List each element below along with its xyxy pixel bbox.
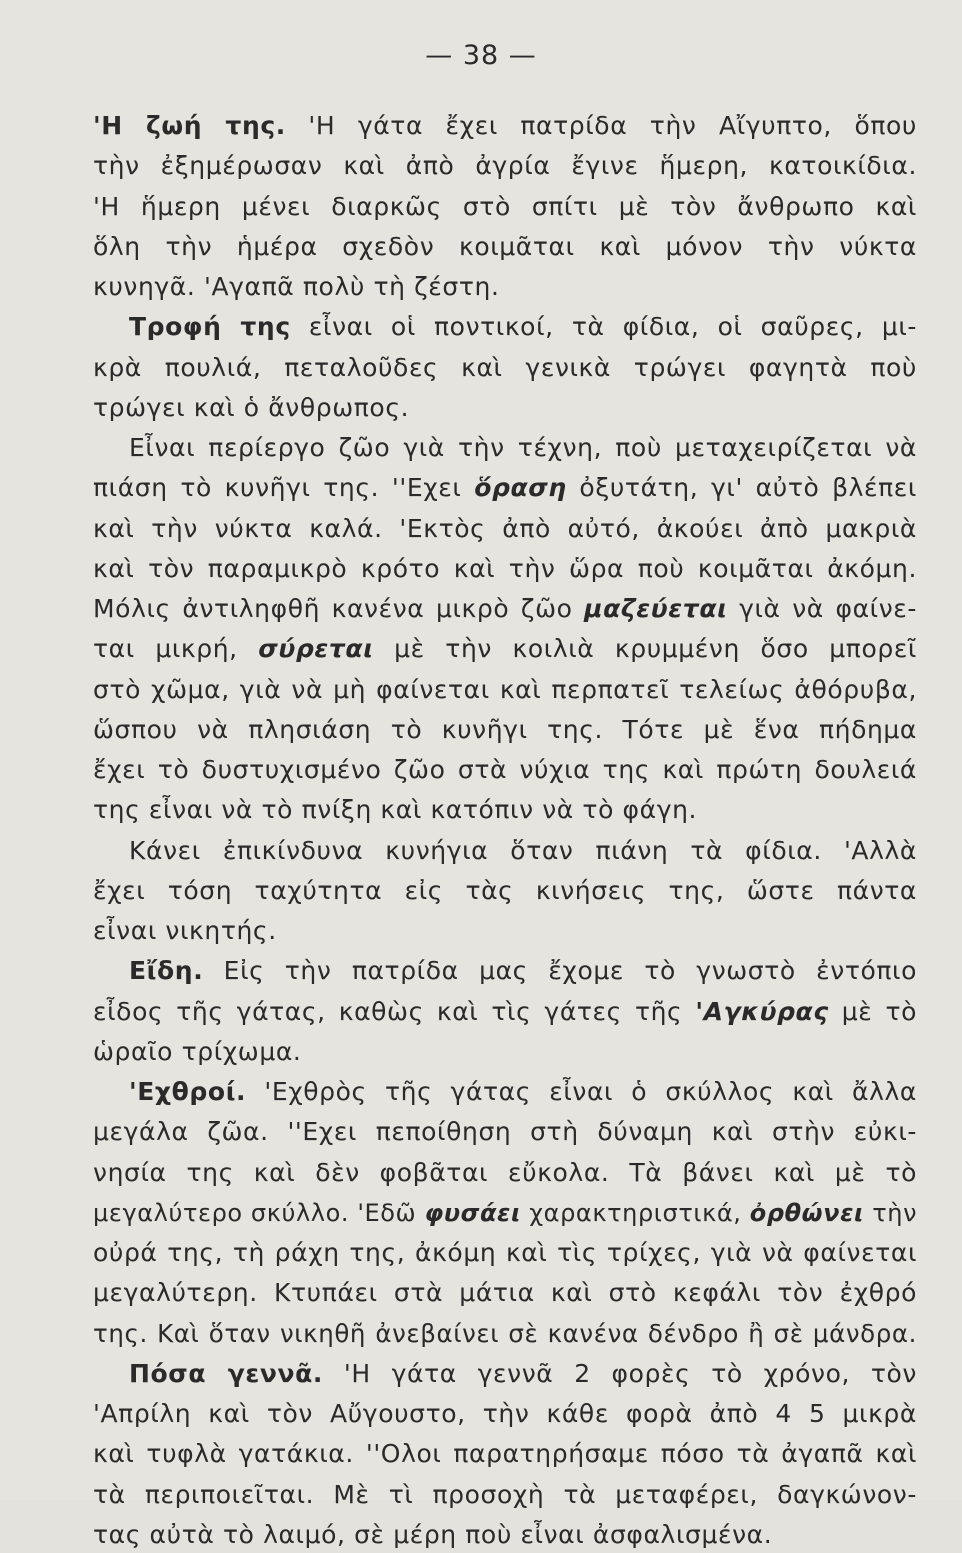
text-line bbox=[93, 1436, 917, 1472]
text-segment: της. Καὶ ὅταν νικηθῆ ἀνεβαίνει σὲ κανένα δένδρο ἢ σὲ μάνδρα. bbox=[93, 1318, 917, 1348]
text-segment: Εἶναι περίεργο ζῶο γιὰ τὴν τέχνη, ποὺ μεταχειρίζεται νὰ bbox=[129, 433, 917, 462]
text-line bbox=[93, 1396, 917, 1432]
text-segment: νησία της καὶ δὲν φοβᾶται εὔκολα. Τὰ βάνει καὶ μὲ τὸ bbox=[93, 1157, 917, 1187]
text-segment: 'Εχθρὸς τῆς γάτας εἶναι ὁ σκύλλος καὶ ἄλλα bbox=[246, 1077, 917, 1106]
section-heading: Πόσα γεννᾶ. bbox=[129, 1358, 324, 1388]
text-line bbox=[93, 792, 697, 828]
text-line bbox=[93, 470, 917, 506]
text-line bbox=[93, 1034, 301, 1070]
text-line bbox=[93, 269, 500, 305]
text-line bbox=[93, 551, 917, 587]
text-segment: μὲ τὸ bbox=[828, 996, 917, 1026]
text-segment: μεγάλα ζῶα. ''Εχει πεποίθηση στὴ δύναμη καὶ στὴν εὐκι- bbox=[93, 1117, 917, 1147]
page-number: — 38 — bbox=[425, 40, 537, 71]
text-segment: τὴν ἐξημέρωσαν καὶ ἀπὸ ἀγρία ἔγινε ἥμερη, κατοικίδια. bbox=[93, 151, 917, 181]
text-segment: τας αὐτὰ τὸ λαιμό, σὲ μέρη ποὺ εἶναι ἀσφαλισμένα. bbox=[93, 1519, 773, 1549]
text-line bbox=[93, 631, 917, 667]
text-line bbox=[93, 1477, 917, 1513]
text-line bbox=[129, 1356, 917, 1392]
text-line bbox=[93, 1517, 772, 1553]
text-segment: ὅλη τὴν ἡμέρα σχεδὸν κοιμᾶται καὶ μόνον τὴν νύκτα bbox=[93, 231, 917, 261]
text-segment: καὶ τὸν παραμικρὸ κρότο καὶ τὴν ὥρα ποὺ κοιμᾶται ἀκόμη. bbox=[93, 553, 917, 583]
text-line bbox=[93, 511, 917, 547]
text-segment: εἶναι οἱ ποντικοί, τὰ φίδια, οἱ σαῦρες, μι- bbox=[290, 312, 918, 342]
text-segment: τὴν bbox=[864, 1198, 918, 1227]
text-line bbox=[93, 672, 917, 708]
text-line bbox=[93, 1275, 917, 1311]
section-heading: 'Εχθροί. bbox=[129, 1077, 247, 1106]
text-segment: πιάση τὸ κυνῆγι της. ''Εχει bbox=[93, 473, 475, 503]
text-line bbox=[93, 752, 917, 788]
text-line bbox=[93, 229, 917, 265]
text-segment: γιὰ νὰ φαίνε- bbox=[727, 594, 918, 623]
text-line bbox=[93, 1155, 917, 1191]
text-segment: ὡραῖο τρίχωμα. bbox=[93, 1036, 302, 1066]
text-segment: χαρακτηριστικά, bbox=[520, 1198, 750, 1227]
text-segment: 'Η ἥμερη μένει διαρκῶς στὸ σπίτι μὲ τὸν ἄνθρωπο καὶ bbox=[93, 191, 917, 221]
emphasis-text: ὀρθώνει bbox=[749, 1198, 864, 1227]
text-segment: τὰ περιποιεῖται. Μὲ τὶ προσοχὴ τὰ μεταφέρει, δαγκώνον- bbox=[93, 1479, 917, 1509]
text-segment: εἶδος τῆς γάτας, καθὼς καὶ τὶς γάτες τῆς bbox=[93, 996, 696, 1026]
text-line bbox=[93, 1235, 917, 1271]
text-segment: της εἶναι νὰ τὸ πνίξη καὶ κατόπιν νὰ τὸ φάγη. bbox=[93, 795, 698, 825]
text-segment: 'Η γάτα ἔχει πατρίδα τὴν Αἴγυπτο, ὅπου bbox=[285, 111, 917, 140]
text-line bbox=[93, 1195, 917, 1231]
text-line bbox=[129, 953, 917, 989]
emphasis-text: μαζεύεται bbox=[584, 594, 728, 623]
text-segment: ἔχει τὸ δυστυχισμένο ζῶο στὰ νύχια της καὶ πρώτη δουλειά bbox=[93, 755, 917, 784]
text-segment: ὥσπου νὰ πλησιάση τὸ κυνῆγι της. Τότε μὲ ἕνα πήδημα bbox=[93, 714, 917, 744]
section-heading: Τροφή της bbox=[129, 312, 291, 342]
text-line bbox=[93, 873, 917, 909]
text-segment: Μόλις ἀντιληφθῆ κανένα μικρὸ ζῶο bbox=[93, 594, 585, 623]
text-segment: ται μικρή, bbox=[93, 634, 259, 664]
text-segment: 'Απρίλη καὶ τὸν Αὔγουστο, τὴν κάθε φορὰ ἀπὸ 4 5 μικρὰ bbox=[93, 1399, 917, 1428]
text-line bbox=[129, 309, 917, 345]
text-segment: καὶ τυφλὰ γατάκια. ''Ολοι παρατηρήσαμε πόσο τὰ ἀγαπᾶ καὶ bbox=[93, 1439, 917, 1469]
text-segment: μεγαλύτερη. Κτυπάει στὰ μάτια καὶ στὸ κεφάλι τὸν ἐχθρό bbox=[93, 1278, 917, 1308]
text-segment: κυνηγᾶ. 'Αγαπᾶ πολὺ τὴ ζέστη. bbox=[93, 272, 500, 301]
text-line bbox=[93, 148, 917, 184]
emphasis-text: ὅραση bbox=[474, 473, 567, 503]
text-segment: ἔχει τόση ταχύτητα εἰς τὰς κινήσεις της, ὥστε πάντα bbox=[93, 875, 917, 905]
text-segment: εἶναι νικητής. bbox=[93, 916, 277, 945]
emphasis-text: 'Αγκύρας bbox=[695, 996, 829, 1026]
text-segment: στὸ χῶμα, γιὰ νὰ μὴ φαίνεται καὶ περπατεῖ τελείως ἀθόρυβα, bbox=[93, 674, 917, 704]
text-line bbox=[129, 833, 917, 869]
text-segment: οὐρά της, τὴ ράχη της, ἀκόμη καὶ τὶς τρίχες, γιὰ νὰ φαίνεται bbox=[93, 1238, 917, 1267]
text-line bbox=[93, 390, 409, 426]
text-line bbox=[93, 1114, 917, 1150]
text-line bbox=[93, 591, 917, 627]
text-segment: μεγαλύτερο σκύλλο. 'Εδῶ bbox=[93, 1198, 425, 1227]
text-line bbox=[129, 430, 917, 466]
text-line bbox=[93, 108, 917, 144]
text-segment: ὀξυτάτη, γι' αὐτὸ βλέπει bbox=[566, 473, 917, 503]
text-line bbox=[93, 189, 917, 225]
text-line bbox=[93, 913, 277, 949]
emphasis-text: σύρεται bbox=[258, 634, 374, 664]
text-segment: μὲ τὴν κοιλιὰ κρυμμένη ὅσο μπορεῖ bbox=[373, 634, 917, 664]
text-segment: καὶ τὴν νύκτα καλά. 'Εκτὸς ἀπὸ αὐτό, ἀκούει ἀπὸ μακριὰ bbox=[93, 513, 917, 543]
text-line bbox=[129, 1074, 917, 1110]
text-segment: Εἰς τὴν πατρίδα μας ἔχομε τὸ γνωστὸ ἐντόπιο bbox=[203, 956, 917, 986]
section-heading: 'Η ζωή της. bbox=[93, 111, 286, 140]
text-segment: κρὰ πουλιά, πεταλοῦδες καὶ γενικὰ τρώγει φαγητὰ ποὺ bbox=[93, 352, 917, 382]
text-line bbox=[93, 712, 917, 748]
text-segment: 'Η γάτα γεννᾶ 2 φορὲς τὸ χρόνο, τὸν bbox=[323, 1358, 917, 1388]
text-segment: τρώγει καὶ ὁ ἄνθρωπος. bbox=[93, 392, 410, 422]
section-heading: Εἴδη. bbox=[129, 956, 204, 986]
text-line bbox=[93, 350, 917, 386]
text-line bbox=[93, 994, 917, 1030]
text-line bbox=[93, 1316, 917, 1352]
emphasis-text: φυσάει bbox=[424, 1198, 521, 1227]
text-segment: Κάνει ἐπικίνδυνα κυνήγια ὅταν πιάνη τὰ φίδια. 'Αλλὰ bbox=[129, 835, 917, 865]
